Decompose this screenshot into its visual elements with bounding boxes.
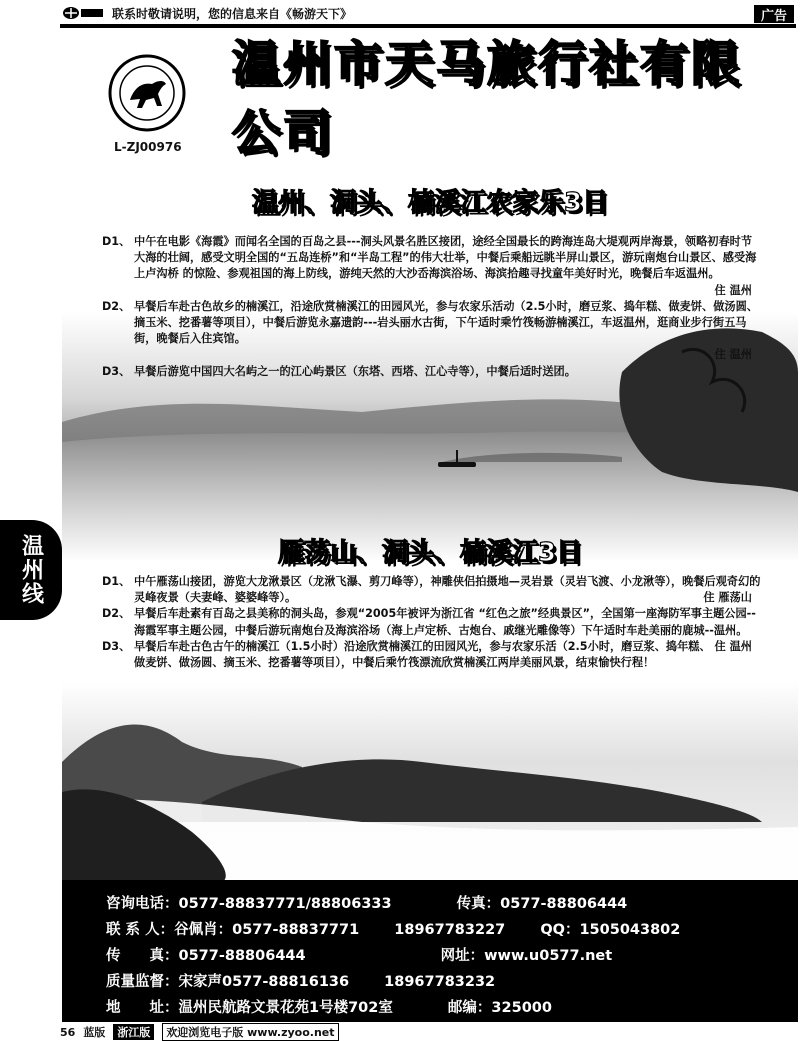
top-rule	[60, 24, 796, 28]
mountain-mist-illustration	[62, 682, 798, 882]
day-label: D1、	[102, 575, 131, 588]
province-badge: 浙江版	[113, 1024, 154, 1040]
magazine-logo-icon	[60, 4, 106, 22]
day-label: D2、	[102, 607, 131, 621]
footer-site-text: 欢迎浏览电子版 www.zyoo.net	[162, 1023, 338, 1041]
day-stay: 住 温州	[714, 348, 752, 362]
company-name: 温州市天马旅行社有限公司	[232, 36, 743, 161]
page-footer	[60, 1024, 800, 1040]
ad-panel	[62, 32, 798, 1022]
company-logo-icon	[108, 54, 186, 132]
fax-inline-label: 传真：	[456, 896, 501, 912]
day-stay: 住 雁荡山	[703, 591, 752, 605]
phone-label: 咨询电话：	[106, 896, 179, 912]
day-text: 中午雁荡山接团，游览大龙湫景区（龙湫飞瀑、剪刀峰等），神雕侠侣拍摄地—灵岩景（灵岩飞渡、小龙湫等），晚餐后观奇幻的灵峰夜景（夫妻峰、婆婆峰等）。	[134, 575, 761, 605]
side-tab-label: 温州线	[18, 534, 44, 606]
postcode-value: 325000	[491, 1000, 552, 1016]
day-text: 早餐后车赴素有百岛之县美称的洞头岛，参观“2005年被评为浙江省 “红色之旅”经典景区”，全国第一座海防军事主题公园--海霞军事主题公园，中餐后游玩南炮台及海滨浴场（海上卢定桥、古炮台、戚继光雕像等）下午适时车赴美丽的鹿城--温州。	[134, 607, 756, 637]
web-value[interactable]: www.u0577.net	[484, 948, 613, 964]
contact-row-address	[106, 996, 552, 1017]
source-notice: 联系时敬请说明，您的信息来自《畅游天下》	[112, 6, 353, 21]
itinerary-day	[102, 639, 762, 671]
address-value: 温州民航路文景花苑1号楼702室	[178, 1000, 393, 1016]
address-label: 地 址：	[106, 1000, 179, 1016]
day-text: 早餐后车赴古色古午的楠溪江（1.5小时）沿途欣赏楠溪江的田园风光，参与农家乐活（2.5小时，磨豆浆、捣年糕、做麦饼、做汤圆、摘玉米、挖番薯等项目），中餐后乘竹筏漂流欣赏楠溪江两岸美丽风景，结束愉快行程！	[134, 639, 711, 670]
top-bar	[0, 0, 800, 26]
day-stay: 住 温州	[714, 639, 752, 653]
day-text: 早餐后游览中国四大名屿之一的江心屿景区（东塔、西塔、江心寺等），中餐后适时送团。	[134, 364, 576, 378]
contact-row-fax	[106, 944, 612, 965]
side-section-tab	[0, 520, 62, 620]
license-number: L-ZJ00976	[114, 140, 182, 154]
day-label: D3、	[102, 639, 131, 653]
mobile-value: 18967783227	[394, 922, 506, 938]
contact-band	[62, 880, 798, 1022]
edition-label: 蓝版	[83, 1026, 106, 1039]
day-label: D2、	[102, 299, 131, 313]
contact-row-person	[106, 918, 680, 939]
itinerary-day	[102, 574, 762, 606]
quality-label: 质量监督：	[106, 974, 179, 990]
itinerary-day	[102, 364, 762, 380]
contact-row-phone	[106, 892, 627, 913]
phone-value: 0577-88837771/88806333	[178, 896, 392, 912]
itinerary-day	[102, 234, 762, 299]
day-text: 中午在电影《海霞》而闻名全国的百岛之县---洞头风景名胜区接团，途经全国最长的跨海连岛大堤观两岸海景，领略初春时节大海的壮阔，感受文明全国的“五岛连桥”和“半岛工程”的伟大壮举，中餐后乘船远眺半屏山景区，游玩南炮台山景区、感受海上卢沟桥 的惊险、参观祖国的海上防线，游纯天然的大沙岙海滨浴场、海滨拾趣寻找童年美好时光，晚餐后车返温州。	[134, 235, 757, 281]
ad-tag: 广告	[754, 5, 794, 23]
route-2-title: 雁荡山、洞头、楠溪江3日	[277, 538, 583, 568]
itinerary-day	[102, 299, 762, 364]
person-label: 联 系 人：	[106, 922, 175, 938]
qq-value: 1505043802	[579, 922, 681, 938]
day-stay: 住 温州	[714, 283, 752, 297]
fax-label: 传 真：	[106, 948, 179, 964]
page-number: 56	[60, 1025, 76, 1039]
contact-row-quality	[106, 970, 495, 991]
day-label: D3、	[102, 364, 131, 378]
day-label: D1、	[102, 235, 131, 248]
route-1-itinerary	[102, 234, 762, 380]
quality-mobile: 18967783232	[384, 974, 496, 990]
quality-value: 宋家声0577-88816136	[178, 974, 350, 990]
fax-inline-value: 0577-88806444	[500, 896, 628, 912]
route-1-title: 温州、洞头、楠溪江农家乐3日	[251, 188, 609, 218]
web-label: 网址：	[440, 948, 485, 964]
qq-label: QQ：	[540, 922, 580, 938]
person-value: 谷佩肖：0577-88837771	[174, 922, 360, 938]
route-2-itinerary	[102, 574, 762, 671]
day-text: 早餐后车赴古色故乡的楠溪江，沿途欣赏楠溪江的田园风光，参与农家乐活动（2.5小时，磨豆浆、捣年糕、做麦饼、做汤圆、摘玉米、挖番薯等项目），中餐后游览永嘉遗韵---岩头丽水古街，下午适时乘竹筏畅游楠溪江，车返温州，逛商业步行街五马街，晚餐后入住宾馆。	[134, 299, 758, 346]
fax-value: 0577-88806444	[178, 948, 306, 964]
postcode-label: 邮编：	[447, 1000, 492, 1016]
